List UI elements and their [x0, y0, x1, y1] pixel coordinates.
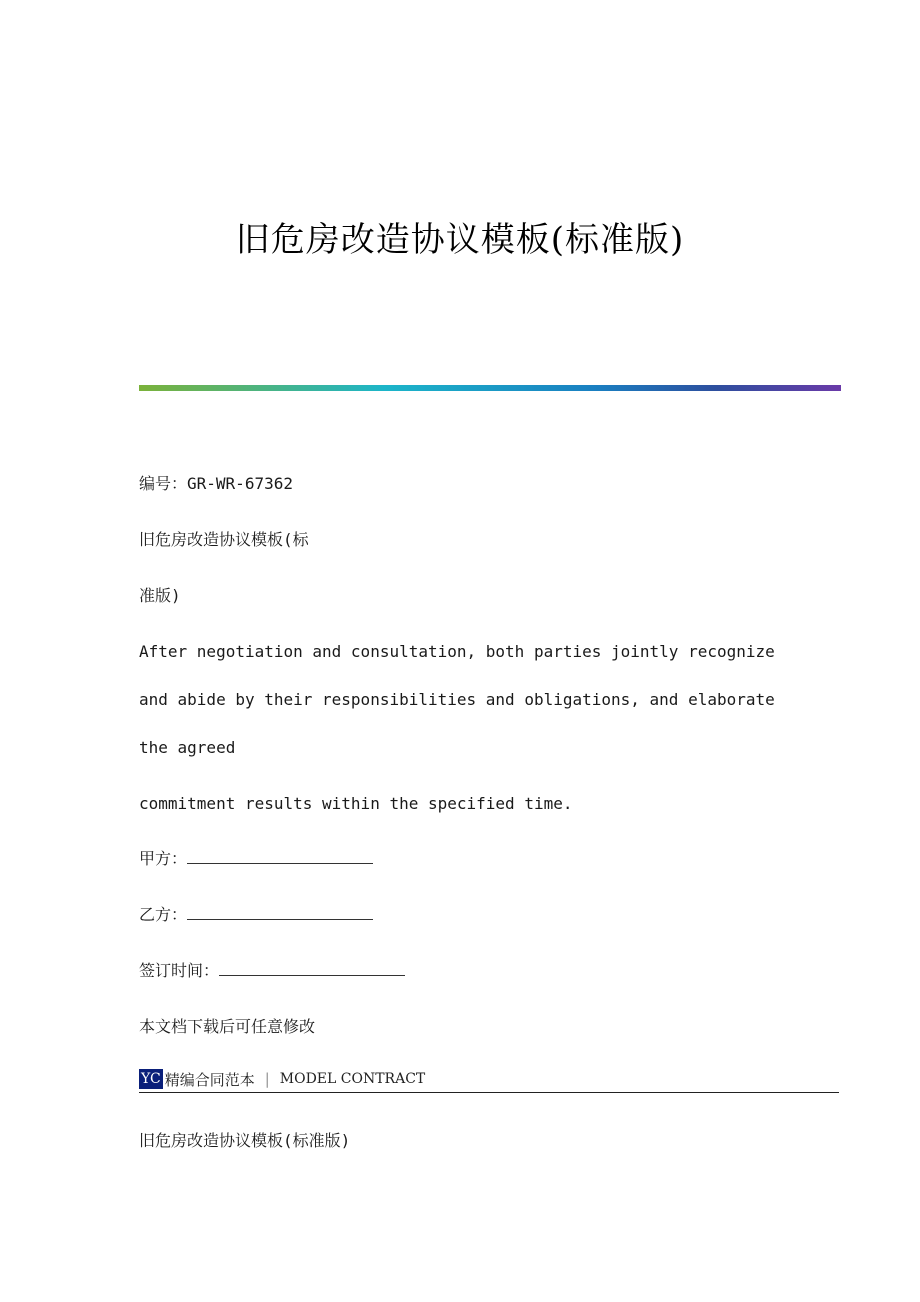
- party-b-blank-line[interactable]: [187, 905, 373, 920]
- sign-time-blank-line[interactable]: [219, 961, 405, 976]
- document-title: 旧危房改造协议模板(标准版): [235, 220, 685, 260]
- brand-divider: [139, 1092, 839, 1093]
- party-a-row: [139, 849, 373, 869]
- brand-separator: |: [262, 1070, 272, 1088]
- paragraph-line-3: the agreed: [139, 738, 236, 757]
- sign-time-label: 签订时间：: [139, 961, 220, 980]
- party-b-row: [139, 905, 373, 925]
- decorative-gradient-bar: [139, 385, 841, 391]
- sign-time-row: [139, 961, 405, 981]
- editable-note: 本文档下载后可任意修改: [139, 1017, 316, 1036]
- party-a-blank-line[interactable]: [187, 849, 373, 864]
- party-b-label: 乙方：: [139, 905, 188, 924]
- brand-header: [139, 1068, 425, 1090]
- subtitle-line-1: 旧危房改造协议模板(标: [139, 530, 309, 549]
- brand-name-cn: 精编合同范本: [164, 1070, 255, 1089]
- brand-logo: YC: [141, 1071, 161, 1087]
- paragraph-line-4: commitment results within the specified time.: [139, 794, 573, 813]
- party-a-label: 甲方：: [139, 849, 188, 868]
- subtitle-line-2: 准版): [139, 586, 181, 605]
- document-number: [139, 474, 293, 494]
- footer-title: 旧危房改造协议模板(标准版): [139, 1131, 351, 1150]
- paragraph-line-2: and abide by their responsibilities and obligations, and elaborate: [139, 690, 775, 709]
- brand-name-en: MODEL CONTRACT: [279, 1071, 426, 1087]
- number-label: 编号：: [139, 474, 188, 493]
- number-value: GR-WR-67362: [187, 474, 293, 493]
- paragraph-line-1: After negotiation and consultation, both parties jointly recognize: [139, 642, 775, 661]
